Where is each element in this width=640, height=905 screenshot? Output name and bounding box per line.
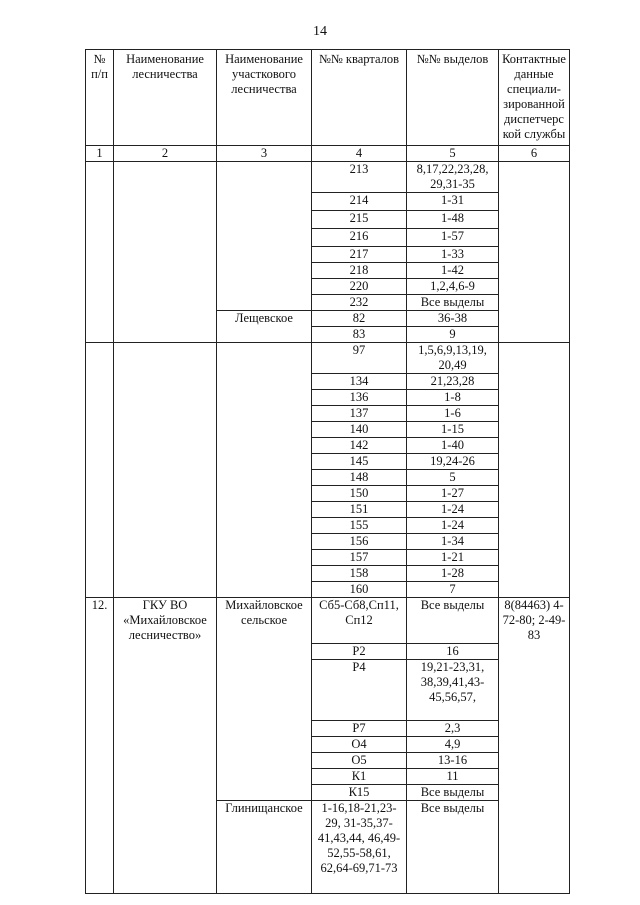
forestry-table xyxy=(85,49,570,894)
quarter-cell: О4 xyxy=(312,737,407,753)
quarter-cell: 218 xyxy=(312,263,407,279)
quarter-cell: 83 xyxy=(312,327,407,343)
district-cell xyxy=(217,343,312,598)
plots-cell: 1-33 xyxy=(407,247,499,263)
page-number: 14 xyxy=(313,24,327,39)
column-number: 6 xyxy=(499,146,570,162)
quarter-cell: 155 xyxy=(312,518,407,534)
quarter-cell: К15 xyxy=(312,785,407,801)
forestry-name: ГКУ ВО «Михайловское лесничество» xyxy=(114,598,217,894)
quarter-cell: 158 xyxy=(312,566,407,582)
plots-cell: 1-27 xyxy=(407,486,499,502)
district-name: Глинищанское xyxy=(217,801,312,894)
table-row xyxy=(86,343,570,374)
column-number-row xyxy=(86,146,570,162)
quarter-cell: Р7 xyxy=(312,721,407,737)
plots-cell: 16 xyxy=(407,644,499,660)
plots-cell: 5 xyxy=(407,470,499,486)
quarter-cell: 148 xyxy=(312,470,407,486)
quarter-cell: 134 xyxy=(312,374,407,390)
district-name: Михайловское сельское xyxy=(217,598,312,801)
quarter-cell: 97 xyxy=(312,343,407,374)
quarter-cell: 1-16,18-21,23-29, 31-35,37-41,43,44, 46,49-52,55-58,61, 62,64-69,71-73 xyxy=(312,801,407,894)
column-number: 1 xyxy=(86,146,114,162)
plots-cell: 1-15 xyxy=(407,422,499,438)
plots-cell: 19,24-26 xyxy=(407,454,499,470)
quarter-cell: 82 xyxy=(312,311,407,327)
plots-cell: 8,17,22,23,28, 29,31-35 xyxy=(407,162,499,193)
quarter-cell: О5 xyxy=(312,753,407,769)
quarter-cell: 142 xyxy=(312,438,407,454)
contact-cell: 8(84463) 4-72-80; 2-49-83 xyxy=(499,598,570,894)
quarter-cell: Р4 xyxy=(312,660,407,721)
header-quarters: №№ кварталов xyxy=(312,50,407,146)
plots-cell: 4,9 xyxy=(407,737,499,753)
quarter-cell: Р2 xyxy=(312,644,407,660)
plots-cell: 11 xyxy=(407,769,499,785)
header-contacts: Контактные данные специали-зированной диспетчерс кой службы xyxy=(499,50,570,146)
plots-cell: 1-28 xyxy=(407,566,499,582)
quarter-cell: 151 xyxy=(312,502,407,518)
number-cell xyxy=(86,343,114,598)
plots-cell: 1-34 xyxy=(407,534,499,550)
quarter-cell: 215 xyxy=(312,211,407,229)
plots-cell: 1-48 xyxy=(407,211,499,229)
plots-cell: 1,5,6,9,13,19, 20,49 xyxy=(407,343,499,374)
plots-cell: 21,23,28 xyxy=(407,374,499,390)
plots-cell: 19,21-23,31, 38,39,41,43-45,56,57, xyxy=(407,660,499,721)
column-number: 5 xyxy=(407,146,499,162)
plots-cell: 1-6 xyxy=(407,406,499,422)
quarter-cell: 160 xyxy=(312,582,407,598)
forestry-cell xyxy=(114,162,217,343)
quarter-cell: 217 xyxy=(312,247,407,263)
plots-cell: 36-38 xyxy=(407,311,499,327)
quarter-cell: 140 xyxy=(312,422,407,438)
contact-cell xyxy=(499,343,570,598)
quarter-cell: Сб5-Сб8,Сп11, Сп12 xyxy=(312,598,407,644)
plots-cell: Все выделы xyxy=(407,785,499,801)
plots-cell: 1-42 xyxy=(407,263,499,279)
plots-cell: 1-31 xyxy=(407,193,499,211)
forestry-cell xyxy=(114,343,217,598)
number-cell xyxy=(86,162,114,343)
header-row xyxy=(86,50,570,146)
contact-cell xyxy=(499,162,570,343)
quarter-cell: 145 xyxy=(312,454,407,470)
quarter-cell: 216 xyxy=(312,229,407,247)
plots-cell: 2,3 xyxy=(407,721,499,737)
plots-cell: 1-21 xyxy=(407,550,499,566)
table-row xyxy=(86,162,570,193)
plots-cell: 1-8 xyxy=(407,390,499,406)
quarter-cell: 214 xyxy=(312,193,407,211)
plots-cell: Все выделы xyxy=(407,598,499,644)
column-number: 2 xyxy=(114,146,217,162)
plots-cell: 7 xyxy=(407,582,499,598)
table-body xyxy=(86,50,570,894)
plots-cell: 1-40 xyxy=(407,438,499,454)
quarter-cell: 156 xyxy=(312,534,407,550)
number-cell: 12. xyxy=(86,598,114,894)
column-number: 4 xyxy=(312,146,407,162)
header-forestry-name: Наименование лесничества xyxy=(114,50,217,146)
plots-cell: 9 xyxy=(407,327,499,343)
table-row xyxy=(86,598,570,644)
quarter-cell: 150 xyxy=(312,486,407,502)
header-number: № п/п xyxy=(86,50,114,146)
quarter-cell: 157 xyxy=(312,550,407,566)
plots-cell: 1-57 xyxy=(407,229,499,247)
header-district-name: Наименование участкового лесничества xyxy=(217,50,312,146)
plots-cell: 1,2,4,6-9 xyxy=(407,279,499,295)
quarter-cell: 220 xyxy=(312,279,407,295)
plots-cell: 13-16 xyxy=(407,753,499,769)
district-name: Лещевское xyxy=(217,311,312,343)
plots-cell: Все выделы xyxy=(407,295,499,311)
quarter-cell: 137 xyxy=(312,406,407,422)
plots-cell: Все выделы xyxy=(407,801,499,894)
quarter-cell: 213 xyxy=(312,162,407,193)
district-cell xyxy=(217,162,312,311)
quarter-cell: К1 xyxy=(312,769,407,785)
column-number: 3 xyxy=(217,146,312,162)
header-plots: №№ выделов xyxy=(407,50,499,146)
plots-cell: 1-24 xyxy=(407,502,499,518)
plots-cell: 1-24 xyxy=(407,518,499,534)
quarter-cell: 136 xyxy=(312,390,407,406)
quarter-cell: 232 xyxy=(312,295,407,311)
